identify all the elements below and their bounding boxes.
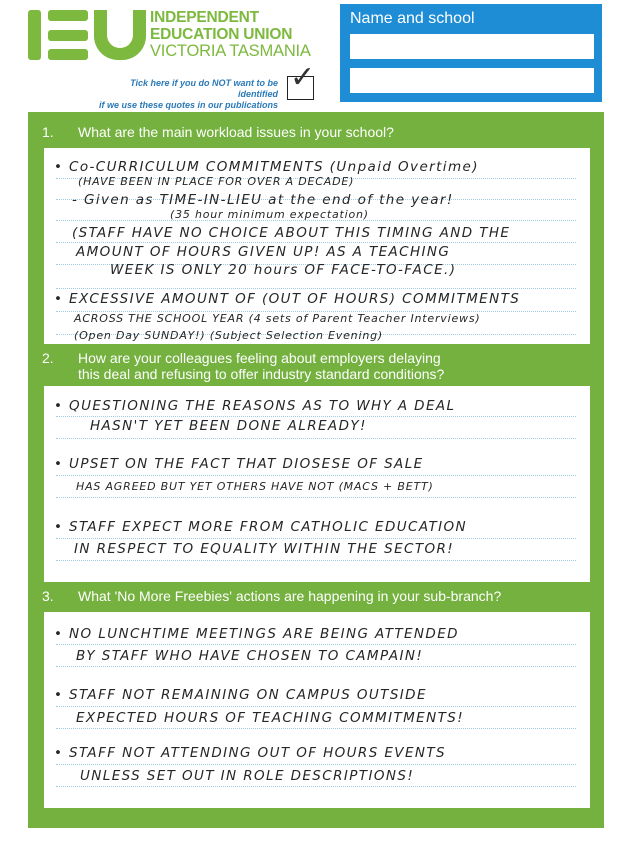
answer-1-line-9: ACROSS THE SCHOOL YEAR (4 sets of Parent Teacher Interviews) (74, 312, 481, 325)
union-name (150, 9, 311, 60)
answer-1-line-10: (Open Day SUNDAY!) (Subject Selection Evening) (74, 329, 383, 342)
answer-2-line-1: • QUESTIONING THE REASONS AS TO WHY A DEAL (54, 398, 456, 414)
answer-1-line-5: (STAFF HAVE NO CHOICE ABOUT THIS TIMING AND THE (72, 225, 511, 241)
question-2-number: 2. (42, 350, 54, 366)
answer-3-line-5: • STAFF NOT ATTENDING OUT OF HOURS EVENTS (54, 745, 446, 761)
question-3-text: What 'No More Freebies' actions are happening in your sub-branch? (78, 588, 502, 604)
question-3-title (42, 588, 501, 604)
answer-3-line-2: BY STAFF WHO HAVE CHOSEN TO CAMPAIN! (76, 648, 424, 664)
question-1-title (42, 124, 394, 140)
question-2-answer-box[interactable] (44, 386, 590, 582)
tick-icon: ✓ (290, 60, 316, 95)
question-1-answer-box[interactable] (44, 148, 590, 344)
union-name-line3: VICTORIA TASMANIA (150, 42, 311, 60)
answer-1-line-1: • Co-CURRICULUM COMMITMENTS (Unpaid Overtime) (54, 159, 479, 175)
question-1-number: 1. (42, 124, 54, 140)
union-name-line1: INDEPENDENT (150, 9, 259, 26)
answer-2-line-4: HAS AGREED BUT YET OTHERS HAVE NOT (MACS + BETT) (76, 480, 434, 493)
answer-2-line-6: IN RESPECT TO EQUALITY WITHIN THE SECTOR! (74, 541, 455, 557)
answer-2-line-5: • STAFF EXPECT MORE FROM CATHOLIC EDUCATION (54, 519, 468, 535)
question-3-answer-box[interactable] (44, 612, 590, 808)
school-field[interactable] (350, 68, 594, 93)
question-1-text: What are the main workload issues in your school? (78, 124, 394, 140)
union-name-line2: EDUCATION UNION (150, 26, 293, 43)
anonymity-checkbox[interactable] (287, 60, 316, 100)
anonymity-note-line1: Tick here if you do NOT want to be identified (130, 78, 278, 99)
name-and-school-label: Name and school (350, 10, 475, 27)
answer-1-line-7: WEEK IS ONLY 20 hours OF FACE-TO-FACE.) (110, 262, 457, 278)
answer-3-line-6: UNLESS SET OUT IN ROLE DESCRIPTIONS! (80, 768, 415, 784)
answer-3-line-4: EXPECTED HOURS OF TEACHING COMMITMENTS! (76, 710, 465, 726)
anonymity-note-line2: if we use these quotes in our publications (98, 100, 278, 110)
answer-2-line-2: HASN'T YET BEEN DONE ALREADY! (90, 418, 367, 434)
answer-3-line-1: • NO LUNCHTIME MEETINGS ARE BEING ATTENDED (54, 626, 459, 642)
answer-3-line-3: • STAFF NOT REMAINING ON CAMPUS OUTSIDE (54, 687, 427, 703)
questions-panel (28, 112, 604, 828)
answer-1-line-2: (HAVE BEEN IN PLACE FOR OVER A DECADE) (78, 175, 355, 188)
question-2-title (42, 350, 444, 382)
question-2-text-line1: How are your colleagues feeling about employers delaying (78, 350, 441, 366)
ieu-logo (28, 10, 146, 60)
answer-1-line-3: - Given as TIME-IN-LIEU at the end of the year! (72, 192, 454, 208)
answer-1-line-6: AMOUNT OF HOURS GIVEN UP! AS A TEACHING (76, 244, 451, 260)
answer-1-line-4: (35 hour minimum expectation) (170, 208, 369, 221)
name-field[interactable] (350, 34, 594, 59)
answer-2-line-3: • UPSET ON THE FACT THAT DIOSESE OF SALE (54, 456, 424, 472)
question-3-number: 3. (42, 588, 54, 604)
name-and-school-panel (340, 4, 602, 102)
answer-1-line-8: • EXCESSIVE AMOUNT OF (OUT OF HOURS) COMMITMENTS (54, 291, 521, 307)
anonymity-note (92, 78, 278, 111)
question-2-text-line2: this deal and refusing to offer industry standard conditions? (78, 366, 445, 382)
